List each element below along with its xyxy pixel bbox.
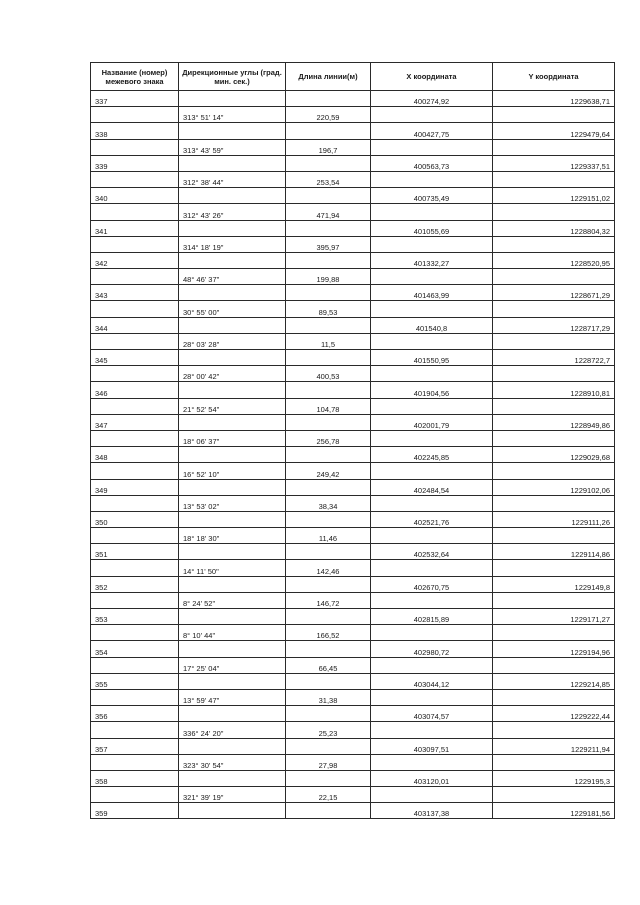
- marker-name-cell: [91, 495, 179, 511]
- line-length-cell: [286, 285, 371, 301]
- direction-angle-cell: [179, 382, 286, 398]
- y-coordinate-cell: 1229195,3: [493, 770, 615, 786]
- marker-name-cell: [91, 560, 179, 576]
- y-coordinate-cell: 1229149,8: [493, 576, 615, 592]
- table-row: [91, 609, 615, 625]
- y-coordinate-cell: 1229194,96: [493, 641, 615, 657]
- y-coordinate-cell: [493, 139, 615, 155]
- y-coordinate-cell: 1228804,32: [493, 220, 615, 236]
- header-x-coordinate: X координата: [371, 63, 493, 91]
- marker-name-cell: 352: [91, 576, 179, 592]
- y-coordinate-cell: 1228910,81: [493, 382, 615, 398]
- marker-name-cell: 358: [91, 770, 179, 786]
- y-coordinate-cell: 1229211,94: [493, 738, 615, 754]
- x-coordinate-cell: [371, 625, 493, 641]
- table-row: [91, 366, 615, 382]
- table-row: [91, 592, 615, 608]
- table-row: [91, 333, 615, 349]
- table-row: [91, 398, 615, 414]
- x-coordinate-cell: [371, 430, 493, 446]
- marker-name-cell: [91, 269, 179, 285]
- table-row: [91, 204, 615, 220]
- boundary-coordinates-table: [90, 62, 615, 819]
- direction-angle-cell: [179, 155, 286, 171]
- y-coordinate-cell: 1229181,56: [493, 803, 615, 819]
- direction-angle-cell: [179, 803, 286, 819]
- y-coordinate-cell: [493, 463, 615, 479]
- line-length-cell: 249,42: [286, 463, 371, 479]
- line-length-cell: [286, 382, 371, 398]
- x-coordinate-cell: [371, 463, 493, 479]
- table-row: [91, 544, 615, 560]
- table-row: [91, 673, 615, 689]
- x-coordinate-cell: [371, 269, 493, 285]
- x-coordinate-cell: [371, 754, 493, 770]
- x-coordinate-cell: 402001,79: [371, 414, 493, 430]
- line-length-cell: 253,54: [286, 171, 371, 187]
- table-row: [91, 657, 615, 673]
- x-coordinate-cell: 403137,38: [371, 803, 493, 819]
- x-coordinate-cell: 400274,92: [371, 91, 493, 107]
- direction-angle-cell: 312° 43' 26": [179, 204, 286, 220]
- line-length-cell: 31,38: [286, 689, 371, 705]
- header-line-length: Длина линии(м): [286, 63, 371, 91]
- x-coordinate-cell: 402670,75: [371, 576, 493, 592]
- table-header: [91, 63, 615, 91]
- line-length-cell: 256,78: [286, 430, 371, 446]
- x-coordinate-cell: [371, 722, 493, 738]
- x-coordinate-cell: 403097,51: [371, 738, 493, 754]
- direction-angle-cell: [179, 544, 286, 560]
- x-coordinate-cell: [371, 139, 493, 155]
- marker-name-cell: 339: [91, 155, 179, 171]
- marker-name-cell: [91, 625, 179, 641]
- line-length-cell: [286, 673, 371, 689]
- marker-name-cell: [91, 592, 179, 608]
- direction-angle-cell: [179, 706, 286, 722]
- direction-angle-cell: 336° 24' 20": [179, 722, 286, 738]
- direction-angle-cell: [179, 770, 286, 786]
- line-length-cell: [286, 447, 371, 463]
- x-coordinate-cell: 402532,64: [371, 544, 493, 560]
- line-length-cell: 25,23: [286, 722, 371, 738]
- x-coordinate-cell: 403074,57: [371, 706, 493, 722]
- x-coordinate-cell: 401904,56: [371, 382, 493, 398]
- line-length-cell: [286, 738, 371, 754]
- x-coordinate-cell: [371, 398, 493, 414]
- table-row: [91, 285, 615, 301]
- marker-name-cell: [91, 430, 179, 446]
- direction-angle-cell: 8° 24' 52": [179, 592, 286, 608]
- header-y-coordinate: Y координата: [493, 63, 615, 91]
- x-coordinate-cell: 402521,76: [371, 511, 493, 527]
- table-row: [91, 722, 615, 738]
- line-length-cell: 199,88: [286, 269, 371, 285]
- header-direction-angle: Дирекционные углы (град. мин. сек.): [179, 63, 286, 91]
- table-row: [91, 689, 615, 705]
- y-coordinate-cell: [493, 689, 615, 705]
- line-length-cell: [286, 576, 371, 592]
- marker-name-cell: 353: [91, 609, 179, 625]
- direction-angle-cell: 16° 52' 10": [179, 463, 286, 479]
- line-length-cell: 11,5: [286, 333, 371, 349]
- direction-angle-cell: [179, 91, 286, 107]
- x-coordinate-cell: 400427,75: [371, 123, 493, 139]
- table-row: [91, 560, 615, 576]
- marker-name-cell: 349: [91, 479, 179, 495]
- marker-name-cell: 337: [91, 91, 179, 107]
- table-row: [91, 220, 615, 236]
- y-coordinate-cell: 1228520,95: [493, 252, 615, 268]
- y-coordinate-cell: 1229102,06: [493, 479, 615, 495]
- y-coordinate-cell: [493, 754, 615, 770]
- line-length-cell: 22,15: [286, 787, 371, 803]
- direction-angle-cell: 312° 38' 44": [179, 171, 286, 187]
- table-row: [91, 495, 615, 511]
- line-length-cell: [286, 123, 371, 139]
- y-coordinate-cell: 1229171,27: [493, 609, 615, 625]
- table-body: [91, 91, 615, 819]
- y-coordinate-cell: [493, 398, 615, 414]
- line-length-cell: [286, 155, 371, 171]
- y-coordinate-cell: [493, 107, 615, 123]
- table-row: [91, 787, 615, 803]
- marker-name-cell: 357: [91, 738, 179, 754]
- table-row: [91, 803, 615, 819]
- x-coordinate-cell: 401332,27: [371, 252, 493, 268]
- y-coordinate-cell: [493, 171, 615, 187]
- line-length-cell: 89,53: [286, 301, 371, 317]
- marker-name-cell: 347: [91, 414, 179, 430]
- x-coordinate-cell: [371, 204, 493, 220]
- y-coordinate-cell: 1229114,86: [493, 544, 615, 560]
- marker-name-cell: [91, 463, 179, 479]
- marker-name-cell: 342: [91, 252, 179, 268]
- x-coordinate-cell: 402484,54: [371, 479, 493, 495]
- direction-angle-cell: 313° 51' 14": [179, 107, 286, 123]
- y-coordinate-cell: [493, 269, 615, 285]
- direction-angle-cell: 314° 18' 19": [179, 236, 286, 252]
- x-coordinate-cell: 400563,73: [371, 155, 493, 171]
- x-coordinate-cell: 401463,99: [371, 285, 493, 301]
- direction-angle-cell: [179, 738, 286, 754]
- y-coordinate-cell: [493, 657, 615, 673]
- y-coordinate-cell: 1229214,85: [493, 673, 615, 689]
- y-coordinate-cell: [493, 787, 615, 803]
- table-row: [91, 511, 615, 527]
- x-coordinate-cell: 401540,8: [371, 317, 493, 333]
- x-coordinate-cell: [371, 592, 493, 608]
- y-coordinate-cell: 1229479,64: [493, 123, 615, 139]
- marker-name-cell: [91, 528, 179, 544]
- table-row: [91, 123, 615, 139]
- table-row: [91, 155, 615, 171]
- marker-name-cell: 338: [91, 123, 179, 139]
- line-length-cell: 104,78: [286, 398, 371, 414]
- line-length-cell: 27,98: [286, 754, 371, 770]
- direction-angle-cell: 313° 43' 59": [179, 139, 286, 155]
- line-length-cell: [286, 188, 371, 204]
- direction-angle-cell: [179, 285, 286, 301]
- direction-angle-cell: [179, 414, 286, 430]
- x-coordinate-cell: 401055,69: [371, 220, 493, 236]
- marker-name-cell: 350: [91, 511, 179, 527]
- table-row: [91, 447, 615, 463]
- direction-angle-cell: 14° 11' 50": [179, 560, 286, 576]
- line-length-cell: [286, 252, 371, 268]
- marker-name-cell: 354: [91, 641, 179, 657]
- marker-name-cell: [91, 107, 179, 123]
- table-row: [91, 382, 615, 398]
- marker-name-cell: 359: [91, 803, 179, 819]
- x-coordinate-cell: [371, 689, 493, 705]
- y-coordinate-cell: 1229029,68: [493, 447, 615, 463]
- marker-name-cell: 341: [91, 220, 179, 236]
- marker-name-cell: 345: [91, 350, 179, 366]
- direction-angle-cell: [179, 511, 286, 527]
- line-length-cell: 400,53: [286, 366, 371, 382]
- marker-name-cell: [91, 171, 179, 187]
- line-length-cell: 11,46: [286, 528, 371, 544]
- line-length-cell: 196,7: [286, 139, 371, 155]
- marker-name-cell: 343: [91, 285, 179, 301]
- marker-name-cell: 355: [91, 673, 179, 689]
- x-coordinate-cell: [371, 560, 493, 576]
- y-coordinate-cell: [493, 528, 615, 544]
- table-row: [91, 139, 615, 155]
- line-length-cell: 142,46: [286, 560, 371, 576]
- marker-name-cell: [91, 398, 179, 414]
- direction-angle-cell: [179, 252, 286, 268]
- x-coordinate-cell: [371, 333, 493, 349]
- y-coordinate-cell: [493, 722, 615, 738]
- x-coordinate-cell: [371, 528, 493, 544]
- table-row: [91, 269, 615, 285]
- table-row: [91, 430, 615, 446]
- direction-angle-cell: [179, 350, 286, 366]
- direction-angle-cell: 13° 53' 02": [179, 495, 286, 511]
- y-coordinate-cell: [493, 625, 615, 641]
- x-coordinate-cell: [371, 107, 493, 123]
- line-length-cell: [286, 609, 371, 625]
- direction-angle-cell: [179, 673, 286, 689]
- y-coordinate-cell: 1228722,7: [493, 350, 615, 366]
- x-coordinate-cell: 403044,12: [371, 673, 493, 689]
- table-row: [91, 350, 615, 366]
- marker-name-cell: [91, 787, 179, 803]
- y-coordinate-cell: [493, 592, 615, 608]
- table-row: [91, 414, 615, 430]
- marker-name-cell: 340: [91, 188, 179, 204]
- x-coordinate-cell: [371, 787, 493, 803]
- y-coordinate-cell: [493, 495, 615, 511]
- line-length-cell: 66,45: [286, 657, 371, 673]
- marker-name-cell: [91, 236, 179, 252]
- line-length-cell: 166,52: [286, 625, 371, 641]
- table-row: [91, 625, 615, 641]
- direction-angle-cell: [179, 220, 286, 236]
- y-coordinate-cell: 1229638,71: [493, 91, 615, 107]
- table-row: [91, 252, 615, 268]
- line-length-cell: [286, 414, 371, 430]
- direction-angle-cell: 17° 25' 04": [179, 657, 286, 673]
- marker-name-cell: [91, 366, 179, 382]
- marker-name-cell: [91, 722, 179, 738]
- line-length-cell: [286, 770, 371, 786]
- line-length-cell: 38,34: [286, 495, 371, 511]
- line-length-cell: [286, 317, 371, 333]
- marker-name-cell: [91, 333, 179, 349]
- direction-angle-cell: 323° 30' 54": [179, 754, 286, 770]
- table-row: [91, 770, 615, 786]
- line-length-cell: [286, 91, 371, 107]
- marker-name-cell: [91, 301, 179, 317]
- line-length-cell: [286, 350, 371, 366]
- line-length-cell: [286, 706, 371, 722]
- x-coordinate-cell: [371, 236, 493, 252]
- table-row: [91, 188, 615, 204]
- y-coordinate-cell: 1229151,02: [493, 188, 615, 204]
- table-row: [91, 236, 615, 252]
- direction-angle-cell: [179, 123, 286, 139]
- table-row: [91, 463, 615, 479]
- table-row: [91, 317, 615, 333]
- line-length-cell: [286, 641, 371, 657]
- direction-angle-cell: 18° 18' 30": [179, 528, 286, 544]
- x-coordinate-cell: [371, 171, 493, 187]
- x-coordinate-cell: 403120,01: [371, 770, 493, 786]
- table-row: [91, 91, 615, 107]
- x-coordinate-cell: [371, 366, 493, 382]
- line-length-cell: [286, 479, 371, 495]
- line-length-cell: [286, 803, 371, 819]
- table-row: [91, 576, 615, 592]
- direction-angle-cell: 48° 46' 37": [179, 269, 286, 285]
- y-coordinate-cell: [493, 301, 615, 317]
- x-coordinate-cell: 402980,72: [371, 641, 493, 657]
- line-length-cell: [286, 511, 371, 527]
- line-length-cell: 146,72: [286, 592, 371, 608]
- marker-name-cell: 344: [91, 317, 179, 333]
- direction-angle-cell: [179, 576, 286, 592]
- direction-angle-cell: 28° 03' 28": [179, 333, 286, 349]
- line-length-cell: 395,97: [286, 236, 371, 252]
- header-marker-name: Название (номер) межевого знака: [91, 63, 179, 91]
- y-coordinate-cell: 1228949,86: [493, 414, 615, 430]
- direction-angle-cell: [179, 447, 286, 463]
- y-coordinate-cell: [493, 236, 615, 252]
- table-row: [91, 479, 615, 495]
- direction-angle-cell: 321° 39' 19": [179, 787, 286, 803]
- marker-name-cell: [91, 139, 179, 155]
- x-coordinate-cell: 400735,49: [371, 188, 493, 204]
- direction-angle-cell: [179, 609, 286, 625]
- y-coordinate-cell: 1229222,44: [493, 706, 615, 722]
- y-coordinate-cell: [493, 430, 615, 446]
- y-coordinate-cell: 1228671,29: [493, 285, 615, 301]
- y-coordinate-cell: 1228717,29: [493, 317, 615, 333]
- line-length-cell: [286, 220, 371, 236]
- marker-name-cell: [91, 204, 179, 220]
- direction-angle-cell: [179, 479, 286, 495]
- direction-angle-cell: 21° 52' 54": [179, 398, 286, 414]
- y-coordinate-cell: [493, 333, 615, 349]
- line-length-cell: 471,94: [286, 204, 371, 220]
- y-coordinate-cell: [493, 204, 615, 220]
- x-coordinate-cell: 401550,95: [371, 350, 493, 366]
- x-coordinate-cell: [371, 301, 493, 317]
- direction-angle-cell: 30° 55' 00": [179, 301, 286, 317]
- marker-name-cell: [91, 689, 179, 705]
- table-row: [91, 641, 615, 657]
- marker-name-cell: 351: [91, 544, 179, 560]
- y-coordinate-cell: 1229111,26: [493, 511, 615, 527]
- x-coordinate-cell: 402245,85: [371, 447, 493, 463]
- direction-angle-cell: [179, 317, 286, 333]
- table-row: [91, 706, 615, 722]
- line-length-cell: 220,59: [286, 107, 371, 123]
- table-row: [91, 171, 615, 187]
- marker-name-cell: [91, 657, 179, 673]
- table-row: [91, 754, 615, 770]
- marker-name-cell: 356: [91, 706, 179, 722]
- direction-angle-cell: [179, 641, 286, 657]
- marker-name-cell: [91, 754, 179, 770]
- y-coordinate-cell: [493, 560, 615, 576]
- direction-angle-cell: 13° 59' 47": [179, 689, 286, 705]
- table-row: [91, 107, 615, 123]
- x-coordinate-cell: [371, 657, 493, 673]
- x-coordinate-cell: [371, 495, 493, 511]
- y-coordinate-cell: [493, 366, 615, 382]
- x-coordinate-cell: 402815,89: [371, 609, 493, 625]
- direction-angle-cell: 8° 10' 44": [179, 625, 286, 641]
- y-coordinate-cell: 1229337,51: [493, 155, 615, 171]
- table-row: [91, 528, 615, 544]
- line-length-cell: [286, 544, 371, 560]
- table-row: [91, 738, 615, 754]
- table-row: [91, 301, 615, 317]
- marker-name-cell: 348: [91, 447, 179, 463]
- direction-angle-cell: 18° 06' 37": [179, 430, 286, 446]
- direction-angle-cell: [179, 188, 286, 204]
- marker-name-cell: 346: [91, 382, 179, 398]
- direction-angle-cell: 28° 00' 42": [179, 366, 286, 382]
